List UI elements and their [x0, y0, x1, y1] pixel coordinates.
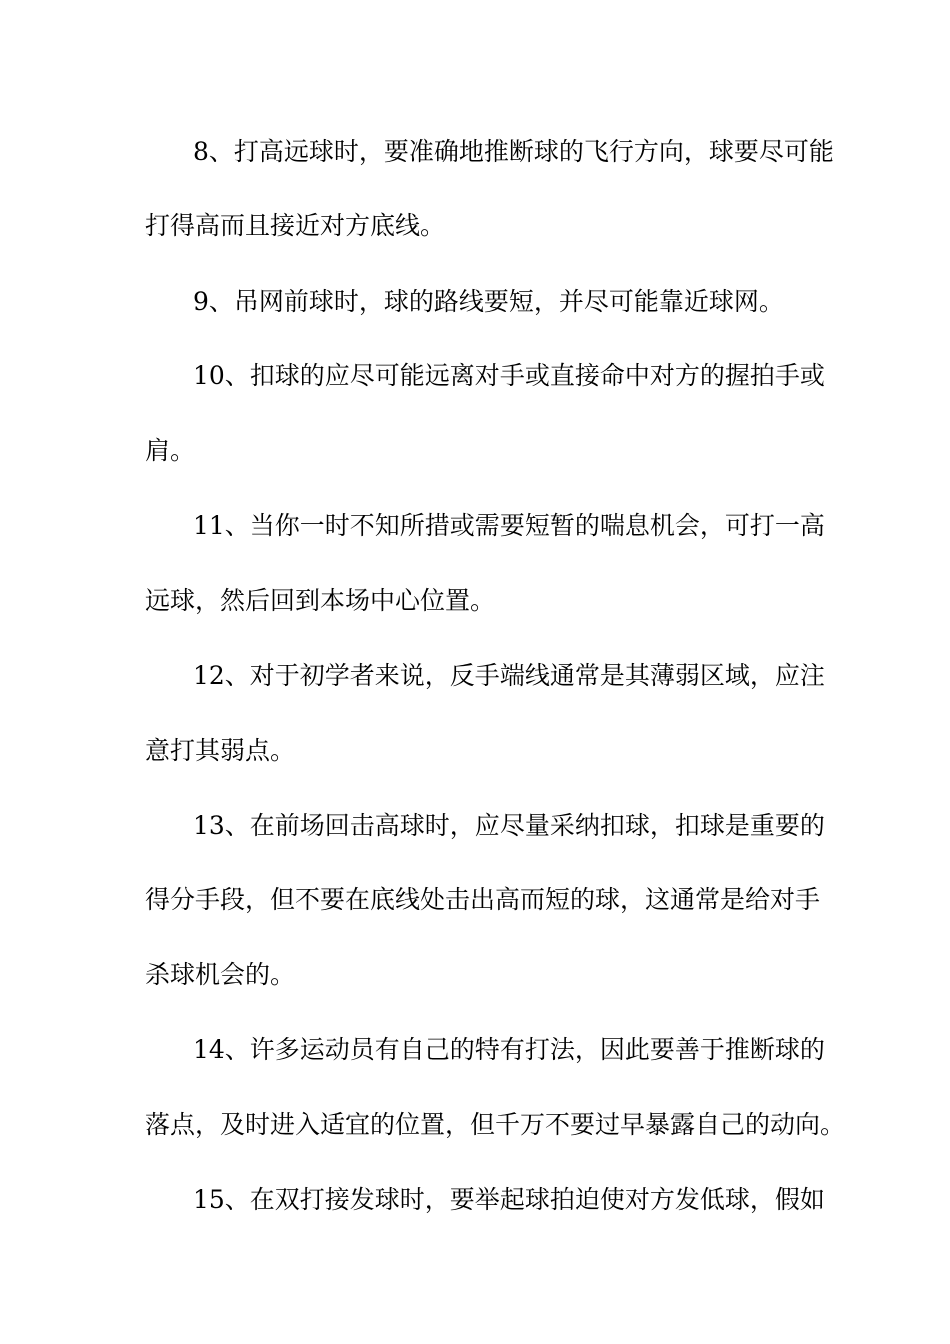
paragraph-15-line-1: 15、在双打接发球时，要举起球拍迫使对方发低球，假如: [193, 1185, 825, 1214]
paragraph-14-line-2: 落点，及时进入适宜的位置，但千万不要过早暴露自己的动向。: [145, 1110, 846, 1139]
paragraph-8-line-2: 打得高而且接近对方底线。: [145, 211, 446, 240]
paragraph-11-line-1: 11、当你一时不知所措或需要短暂的喘息机会，可打一高: [193, 511, 825, 540]
paragraph-10-line-1: 10、扣球的应尽可能远离对手或直接命中对方的握拍手或: [193, 361, 825, 390]
paragraph-12-line-2: 意打其弱点。: [145, 736, 296, 765]
paragraph-10-line-2: 肩。: [145, 436, 196, 465]
paragraph-13-line-3: 杀球机会的。: [145, 960, 296, 989]
paragraph-13-line-2: 得分手段，但不要在底线处击出高而短的球，这通常是给对手: [145, 885, 821, 914]
paragraph-8-line-1: 8、打高远球时，要准确地推断球的飞行方向，球要尽可能: [193, 137, 834, 166]
paragraph-9-line-1: 9、吊网前球时，球的路线要短，并尽可能靠近球网。: [193, 287, 784, 316]
paragraph-12-line-1: 12、对于初学者来说，反手端线通常是其薄弱区域，应注: [193, 661, 825, 690]
paragraph-13-line-1: 13、在前场回击高球时，应尽量采纳扣球，扣球是重要的: [193, 811, 825, 840]
paragraph-14-line-1: 14、许多运动员有自己的特有打法，因此要善于推断球的: [193, 1035, 825, 1064]
paragraph-11-line-2: 远球，然后回到本场中心位置。: [145, 586, 496, 615]
